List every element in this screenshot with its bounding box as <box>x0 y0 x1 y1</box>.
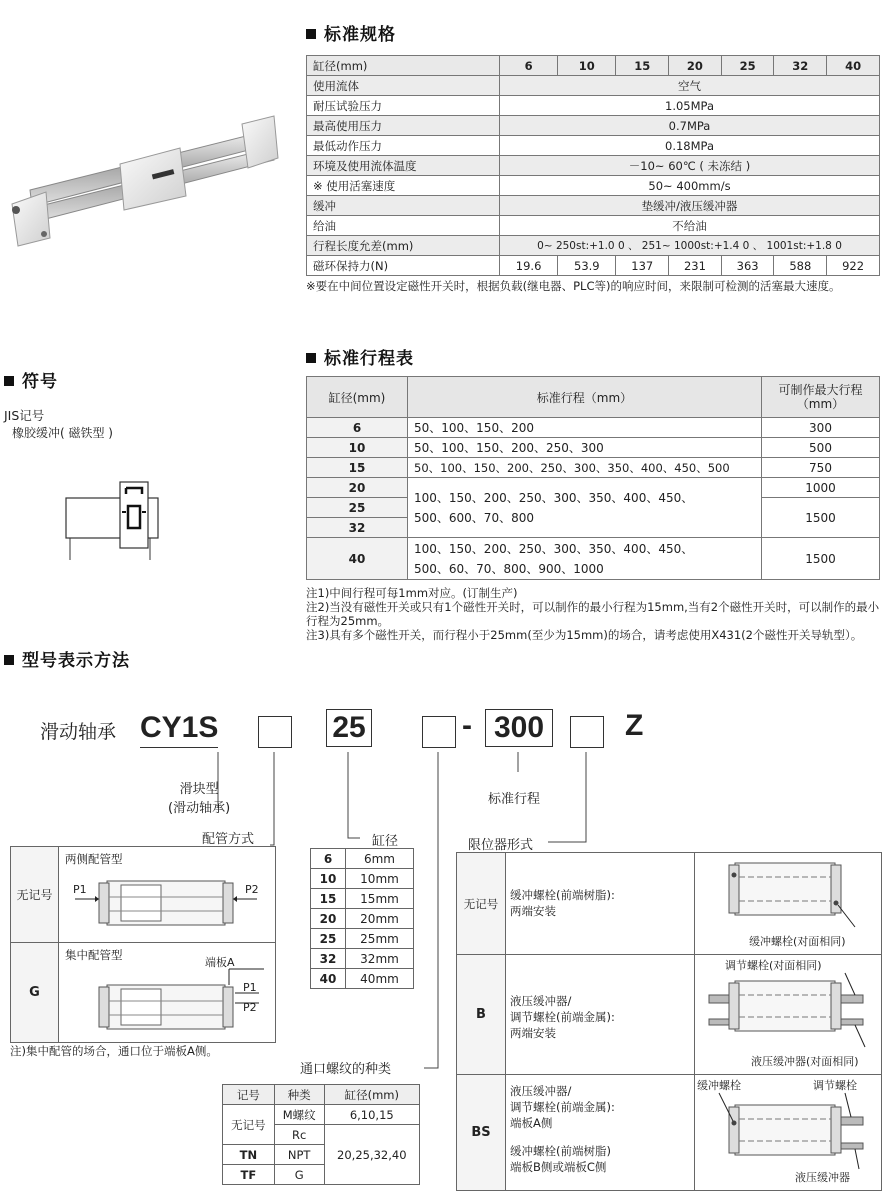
bore-code-box: 25 <box>326 709 372 747</box>
model-dash: - <box>462 709 472 742</box>
piping-code-box <box>258 716 292 748</box>
port-code-box <box>422 716 456 748</box>
bore-label: 缸径 <box>372 834 399 849</box>
piping-label: 配管方式 <box>202 832 255 847</box>
stopper-b-diagram <box>695 955 875 1071</box>
stopper-code-box <box>570 716 604 748</box>
port-table: 记号 种类 缸径(mm) 无记号 M螺纹 6,10,15 Rc 20,25,32,40 TN NPT TF G <box>222 1084 420 1185</box>
centralized-piping-icon <box>59 956 275 1039</box>
stopper-label: 限位器形式 <box>468 838 534 853</box>
svg-text:端板A: 端板A <box>205 956 235 969</box>
svg-text:P2: P2 <box>243 1001 257 1014</box>
model-suffix: Z <box>625 709 644 742</box>
model-section-title: 型号表示方法 <box>4 646 130 671</box>
svg-text:缓冲螺栓: 缓冲螺栓 <box>697 1079 741 1092</box>
bore-table: 6 6mm 10 10mm 15 15mm 20 20mm 25 25mm 32 32mm 40 40mm <box>310 848 414 989</box>
stopper-none-diagram <box>695 853 875 951</box>
jis-label: JIS记号 <box>4 408 45 423</box>
port-label: 通口螺纹的种类 <box>300 1062 392 1077</box>
stroke-table: 缸径(mm) 标准行程（mm） 可制作最大行程（mm） 6 50、100、150、200 300 10 50、100、150、200、250、300 500 15 50、100、150、200、250、300、350、400、450、500 750 20 100、150、200、250、300、350、400、450、 500、600、70、800 1000 25 1500 32 40 100、150、200、250、300、350、400、450、 500、60、70、800、900、1000 1500 <box>306 376 880 580</box>
stroke-code-box: 300 <box>485 709 553 747</box>
stopper-bs-diagram <box>695 1075 875 1187</box>
svg-text:P1: P1 <box>73 883 87 896</box>
product-photo <box>2 112 280 252</box>
svg-text:液压缓冲器(对面相同): 液压缓冲器(对面相同) <box>751 1055 859 1068</box>
two-side-piping-icon <box>59 871 275 939</box>
spec-header-label: 缸径(mm) <box>307 56 500 76</box>
model-series: CY1S <box>140 709 218 748</box>
svg-text:调节螺栓: 调节螺栓 <box>813 1079 857 1092</box>
spec-table: 缸径(mm) 6 10 15 20 25 32 40 使用流体 空气 耐压试验压力 1.05MPa 最高使用压力 0.7MPa 最低动作压力 0.18MPa 环境及使用流体温度 －10~ 60℃ ( 未冻结 ) ※ 使用活塞速度 50~ 400mm/s 缓冲 垫缓冲/液压缓冲器 给油 不给油 行程长度允差(mm) 0~ 250st:+1.0 0 、 251~ 1000st:+1.4 0 、 1001st:+1.8 0 磁环保持力(N) 19.6 53.9 137 231 363 588 922 <box>306 55 880 276</box>
spec-footnote: ※要在中间位置设定磁性开关时，根据负载(继电器、PLC等)的响应时间，来限制可检测的活塞最大速度。 <box>306 279 841 293</box>
jis-symbol-icon <box>60 468 170 568</box>
svg-text:P1: P1 <box>243 981 257 994</box>
piping-table: 无记号 两侧配管型 P1 P2 G 集中配管型 端板A P1 P2 <box>10 846 276 1043</box>
stroke-notes: 注1)中间行程可每1mm对应。(订制生产) 注2)当没有磁性开关或只有1个磁性开关时，可以制作的最小行程为15mm,当有2个磁性开关时，可以制作的最小行程为25mm。 注3)具有多个磁性开关，而行程小于25mm(至少为15mm)的场合，请考虑使用X431(2个磁性开关导轨型）。 <box>306 586 880 642</box>
slider-label: 滑块型 (滑动轴承) <box>168 782 231 816</box>
stopper-table: 无记号 缓冲螺栓(前端树脂): 两端安装 缓冲螺栓(对面相同) B 液压缓冲器/ 调节螺栓(前端金属): 两端安装 调节螺栓(对面相同) 液压缓冲器(对面相同) BS 液压缓冲器/ 调节螺栓(前端金属): 端板A侧 缓冲螺栓(前端树脂) 端板B侧或端板C侧 缓冲螺栓 调节螺栓 液压缓冲器 <box>456 852 882 1191</box>
piping-note: 注)集中配管的场合，通口位于端板A侧。 <box>10 1044 218 1058</box>
symbol-sub-label: 橡胶缓冲( 磁铁型 ) <box>12 426 113 440</box>
stroke-label: 标准行程 <box>488 792 541 807</box>
svg-text:P2: P2 <box>245 883 259 896</box>
symbol-section-title: 符号 <box>4 367 58 392</box>
svg-text:缓冲螺栓(对面相同): 缓冲螺栓(对面相同) <box>749 935 846 948</box>
model-prefix: 滑动轴承 <box>40 721 117 743</box>
svg-text:调节螺栓(对面相同): 调节螺栓(对面相同) <box>725 959 822 972</box>
spec-section-title: 标准规格 <box>306 20 396 45</box>
stroke-section-title: 标准行程表 <box>306 344 414 369</box>
svg-text:液压缓冲器: 液压缓冲器 <box>795 1171 850 1184</box>
